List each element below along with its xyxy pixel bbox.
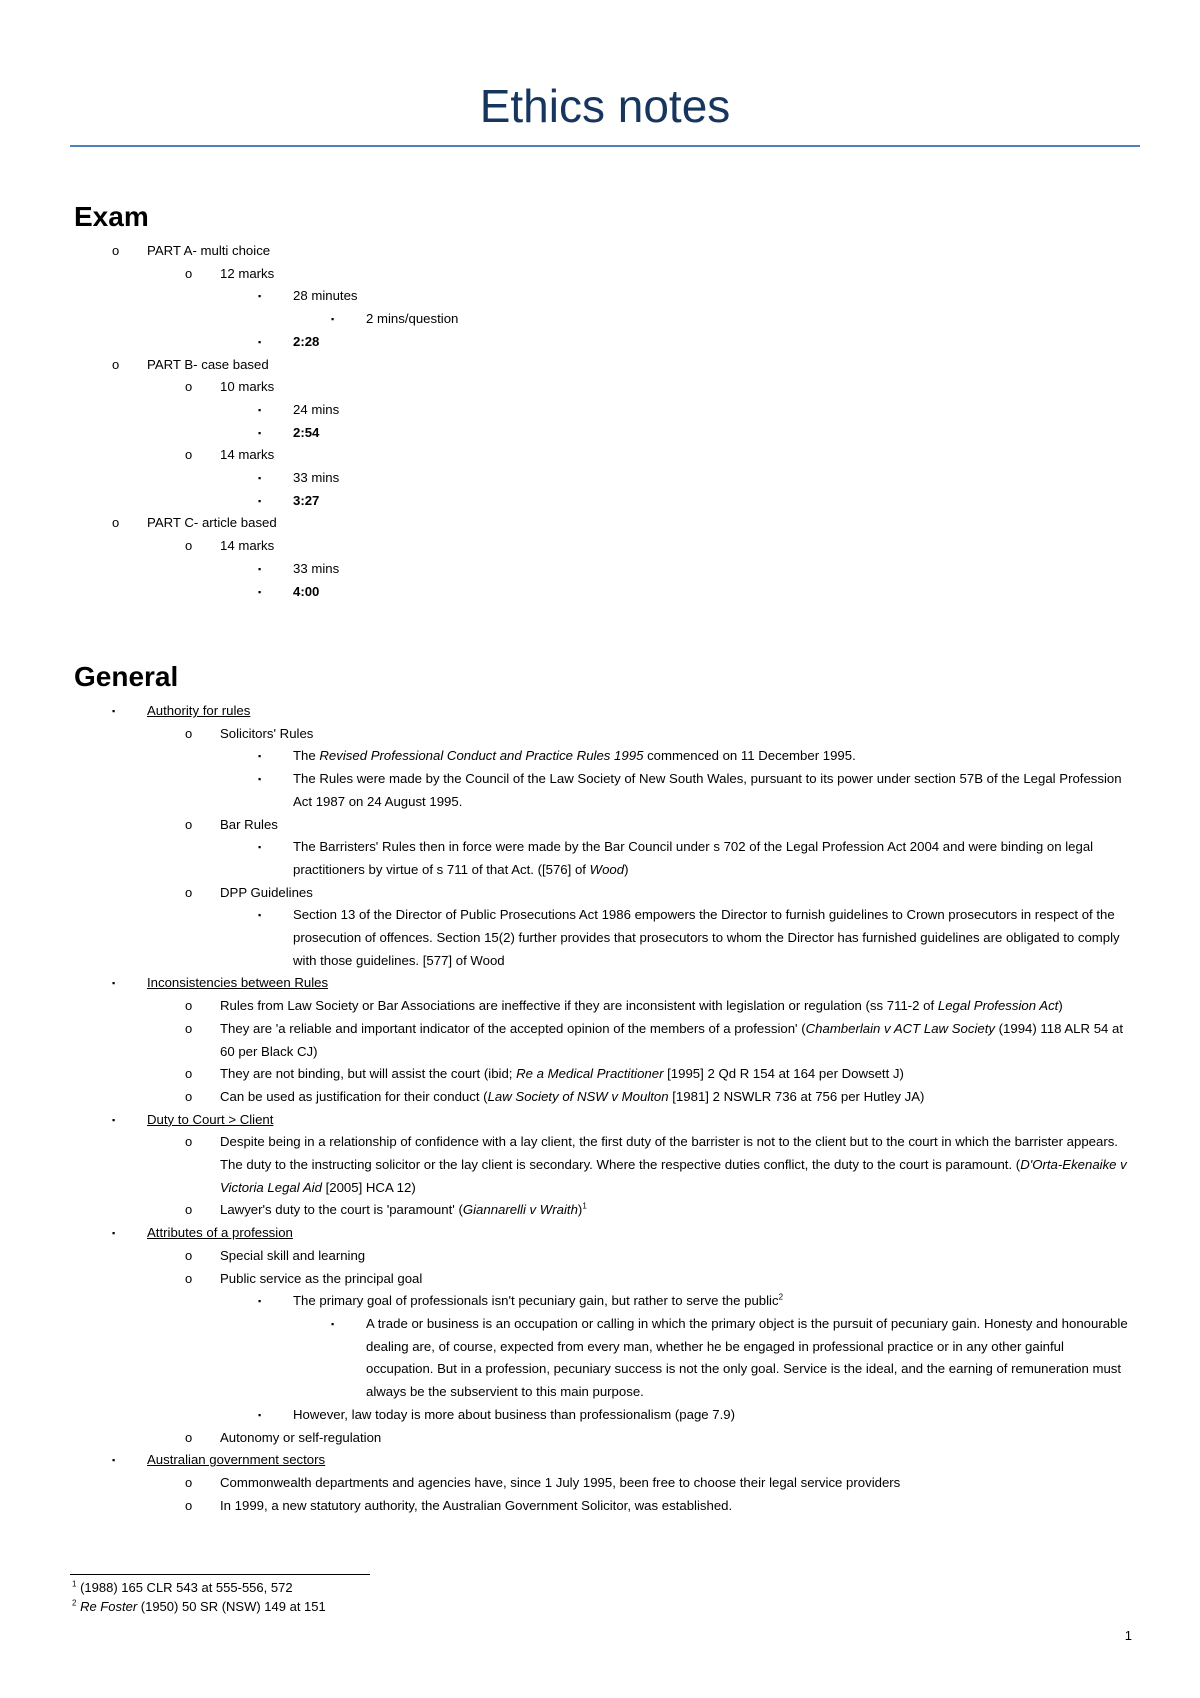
general-item-text: Autonomy or self-regulation <box>220 1429 382 1445</box>
square-bullet-icon: ▪ <box>258 473 262 484</box>
general-item <box>0 1427 1200 1450</box>
title-underline <box>70 145 1140 147</box>
heading-general: General <box>74 661 179 692</box>
exam-item-text: PART C- article based <box>147 515 277 531</box>
general-item-text: A trade or business is an occupation or calling in which the primary object is the pursuit of pecuniary gain. Honesty and honourable dealing are, of course, expected from every man, whether he be engaged in professional practice or in any other gainful occupation. But in a profession, pecuniary success is not the only goal. Service is the ideal, and the earning of remuneration must always be the subservient to this main purpose. <box>366 1315 1128 1400</box>
general-item-text: Bar Rules <box>220 816 278 832</box>
circle-bullet-icon: o <box>112 243 120 258</box>
general-item <box>0 1018 1200 1063</box>
circle-bullet-icon: o <box>185 1202 193 1218</box>
general-item-text: They are not binding, but will assist the court (ibid; Re a Medical Practitioner [1995] 2 Qd R 154 at 164 per Dowsett J) <box>220 1066 904 1082</box>
exam-item <box>0 240 1200 263</box>
general-item <box>0 814 1200 837</box>
circle-bullet-icon: o <box>185 265 193 281</box>
general-item <box>0 768 1200 813</box>
circle-bullet-icon: o <box>185 998 193 1014</box>
general-item-text: Duty to Court > Client <box>147 1111 274 1127</box>
exam-item-text: 2:28 <box>293 333 320 349</box>
general-item <box>0 1109 1200 1132</box>
exam-item <box>0 263 1200 286</box>
general-item-text: The Revised Professional Conduct and Practice Rules 1995 commenced on 11 December 1995. <box>293 748 856 764</box>
general-item <box>0 1290 1200 1313</box>
general-item-text: They are 'a reliable and important indicator of the accepted opinion of the members of a profession' (Chamberlain v ACT Law Society (1994) 118 ALR 54 at 60 per Black CJ) <box>220 1020 1124 1059</box>
exam-item <box>0 331 1200 354</box>
square-bullet-icon: ▪ <box>258 586 262 597</box>
exam-item-text: 33 mins <box>293 470 340 486</box>
circle-bullet-icon: o <box>112 356 120 372</box>
square-bullet-icon: ▪ <box>112 1114 116 1125</box>
general-item-text: Australian government sectors <box>147 1452 326 1468</box>
circle-bullet-icon: o <box>185 1020 193 1036</box>
square-bullet-icon: ▪ <box>258 495 262 506</box>
exam-item <box>0 535 1200 558</box>
square-bullet-icon: ▪ <box>258 291 262 302</box>
general-item <box>0 1268 1200 1291</box>
exam-item <box>0 490 1200 513</box>
square-bullet-icon: ▪ <box>258 336 262 347</box>
circle-bullet-icon: o <box>185 1088 193 1104</box>
general-item-text: Public service as the principal goal <box>220 1270 423 1286</box>
square-bullet-icon: ▪ <box>112 978 116 989</box>
general-item <box>0 972 1200 995</box>
general-item <box>0 1495 1200 1518</box>
general-item-text: Rules from Law Society or Bar Associations are ineffective if they are inconsistent with legislation or regulation (ss 711-2 of Legal Profession Act) <box>220 998 1063 1014</box>
heading-exam: Exam <box>74 201 149 232</box>
square-bullet-icon: ▪ <box>331 314 335 325</box>
exam-item <box>0 422 1200 445</box>
circle-bullet-icon: o <box>185 1474 193 1490</box>
circle-bullet-icon: o <box>185 1429 193 1445</box>
circle-bullet-icon: o <box>185 1247 193 1263</box>
circle-bullet-icon: o <box>185 447 193 463</box>
circle-bullet-icon: o <box>185 816 193 832</box>
exam-item-text: 2:54 <box>293 424 320 440</box>
page-number: 1 <box>1124 1628 1132 1643</box>
general-item-text: Special skill and learning <box>220 1247 366 1263</box>
exam-item-text: 4:00 <box>293 583 320 599</box>
exam-item-text: 14 marks <box>220 447 275 463</box>
footnote <box>72 1597 326 1616</box>
square-bullet-icon: ▪ <box>258 910 262 921</box>
general-item <box>0 882 1200 905</box>
exam-item-text: 3:27 <box>293 492 320 508</box>
general-item <box>0 904 1200 972</box>
footnote-text: (1988) 165 CLR 543 at 555-556, 572 <box>76 1580 293 1595</box>
general-item <box>0 995 1200 1018</box>
exam-outline <box>0 240 1200 603</box>
exam-item <box>0 399 1200 422</box>
square-bullet-icon: ▪ <box>112 706 116 716</box>
general-item-text: The primary goal of professionals isn't pecuniary gain, but rather to serve the public$^2$ <box>293 1292 784 1309</box>
general-item <box>0 1245 1200 1268</box>
exam-item-text: 33 mins <box>293 560 340 576</box>
document-title: Ethics notes <box>479 80 731 132</box>
general-item <box>0 1449 1200 1472</box>
exam-item <box>0 376 1200 399</box>
footnote-separator <box>70 1574 370 1575</box>
general-item <box>0 1063 1200 1086</box>
circle-bullet-icon: o <box>185 379 193 395</box>
exam-item <box>0 558 1200 581</box>
general-item-text: Lawyer's duty to the court is 'paramount' (Giannarelli v Wraith)$^1$ <box>220 1202 587 1218</box>
general-item-text: Section 13 of the Director of Public Prosecutions Act 1986 empowers the Director to furnish guidelines to Crown prosecutors in respect of the prosecution of offences. Section 15(2) further provides that prosecutors to whom the Director has furnished guidelines are obligated to comply with those guidelines. [577] of Wood <box>293 907 1120 968</box>
square-bullet-icon: ▪ <box>258 774 262 785</box>
square-bullet-icon: ▪ <box>258 842 262 853</box>
circle-bullet-icon: o <box>185 725 193 741</box>
exam-item <box>0 285 1200 308</box>
exam-item-text: 14 marks <box>220 538 275 554</box>
general-item-text: However, law today is more about business than professionalism (page 7.9) <box>293 1406 736 1422</box>
exam-item-text: 2 mins/question <box>366 311 459 327</box>
square-bullet-icon: ▪ <box>258 404 262 415</box>
footnote-number: 2 <box>72 1598 77 1608</box>
general-item-text: Solicitors' Rules <box>220 725 314 741</box>
general-item-text: The Rules were made by the Council of the Law Society of New South Wales, pursuant to its power under section 57B of the Legal Profession Act 1987 on 24 August 1995. <box>293 771 1122 809</box>
general-item <box>0 1199 1200 1222</box>
general-item <box>0 700 1200 723</box>
footnotes <box>72 1578 326 1616</box>
square-bullet-icon: ▪ <box>331 1318 335 1329</box>
general-item-text: Attributes of a profession <box>147 1225 293 1241</box>
circle-bullet-icon: o <box>185 884 193 900</box>
general-item <box>0 723 1200 746</box>
general-item-text: In 1999, a new statutory authority, the Australian Government Solicitor, was established. <box>220 1497 733 1513</box>
circle-bullet-icon: o <box>185 1270 193 1286</box>
general-item <box>0 1472 1200 1495</box>
exam-item-text: 10 marks <box>220 379 275 395</box>
general-item <box>0 1086 1200 1109</box>
general-item-text: Commonwealth departments and agencies have, since 1 July 1995, been free to choose their legal service providers <box>220 1474 901 1490</box>
general-item <box>0 1222 1200 1245</box>
square-bullet-icon: ▪ <box>258 563 262 574</box>
circle-bullet-icon: o <box>185 1066 193 1082</box>
square-bullet-icon: ▪ <box>258 1409 262 1420</box>
square-bullet-icon: ▪ <box>258 1296 262 1307</box>
general-item-text: Authority for rules <box>147 703 251 718</box>
exam-item <box>0 308 1200 331</box>
general-item-text: Inconsistencies between Rules <box>147 975 329 991</box>
exam-item <box>0 467 1200 490</box>
footnote-number: 1 <box>72 1579 77 1589</box>
general-item-text: The Barristers' Rules then in force were made by the Bar Council under s 702 of the Legal Profession Act 2004 and were binding on legal practitioners by virtue of s 711 of that Act. ([576] of Wood) <box>293 839 1094 877</box>
exam-item-text: 12 marks <box>220 265 275 281</box>
exam-item <box>0 444 1200 467</box>
general-item <box>0 745 1200 768</box>
square-bullet-icon: ▪ <box>258 751 262 762</box>
circle-bullet-icon: o <box>185 1134 193 1150</box>
general-item <box>0 1404 1200 1427</box>
footnote-text: Re Foster (1950) 50 SR (NSW) 149 at 151 <box>80 1599 326 1614</box>
general-item <box>0 1131 1200 1199</box>
square-bullet-icon: ▪ <box>112 1455 116 1466</box>
circle-bullet-icon: o <box>112 515 120 531</box>
square-bullet-icon: ▪ <box>258 427 262 438</box>
footnote <box>72 1578 326 1597</box>
exam-item <box>0 512 1200 535</box>
exam-item-text: PART A- multi choice <box>147 243 271 258</box>
exam-item-text: 28 minutes <box>293 288 358 304</box>
general-item <box>0 1313 1200 1404</box>
exam-item-text: PART B- case based <box>147 356 269 372</box>
circle-bullet-icon: o <box>185 1497 193 1513</box>
general-item <box>0 836 1200 881</box>
general-item-text: Can be used as justification for their conduct (Law Society of NSW v Moulton [1981] 2 NSWLR 736 at 756 per Hutley JA) <box>220 1088 925 1104</box>
square-bullet-icon: ▪ <box>112 1228 116 1239</box>
general-outline <box>0 700 1200 1517</box>
exam-item <box>0 354 1200 377</box>
circle-bullet-icon: o <box>185 538 193 554</box>
exam-item <box>0 581 1200 604</box>
general-item-text: Despite being in a relationship of confidence with a lay client, the first duty of the barrister is not to the client but to the court in which the barrister appears. The duty to the instructing solicitor or the lay client is secondary. Where the respective duties conflict, the duty to the court is paramount. (D'Orta-Ekenaike v Victoria Legal Aid [2005] HCA 12) <box>220 1134 1127 1195</box>
general-item-text: DPP Guidelines <box>220 884 313 900</box>
exam-item-text: 24 mins <box>293 401 340 417</box>
